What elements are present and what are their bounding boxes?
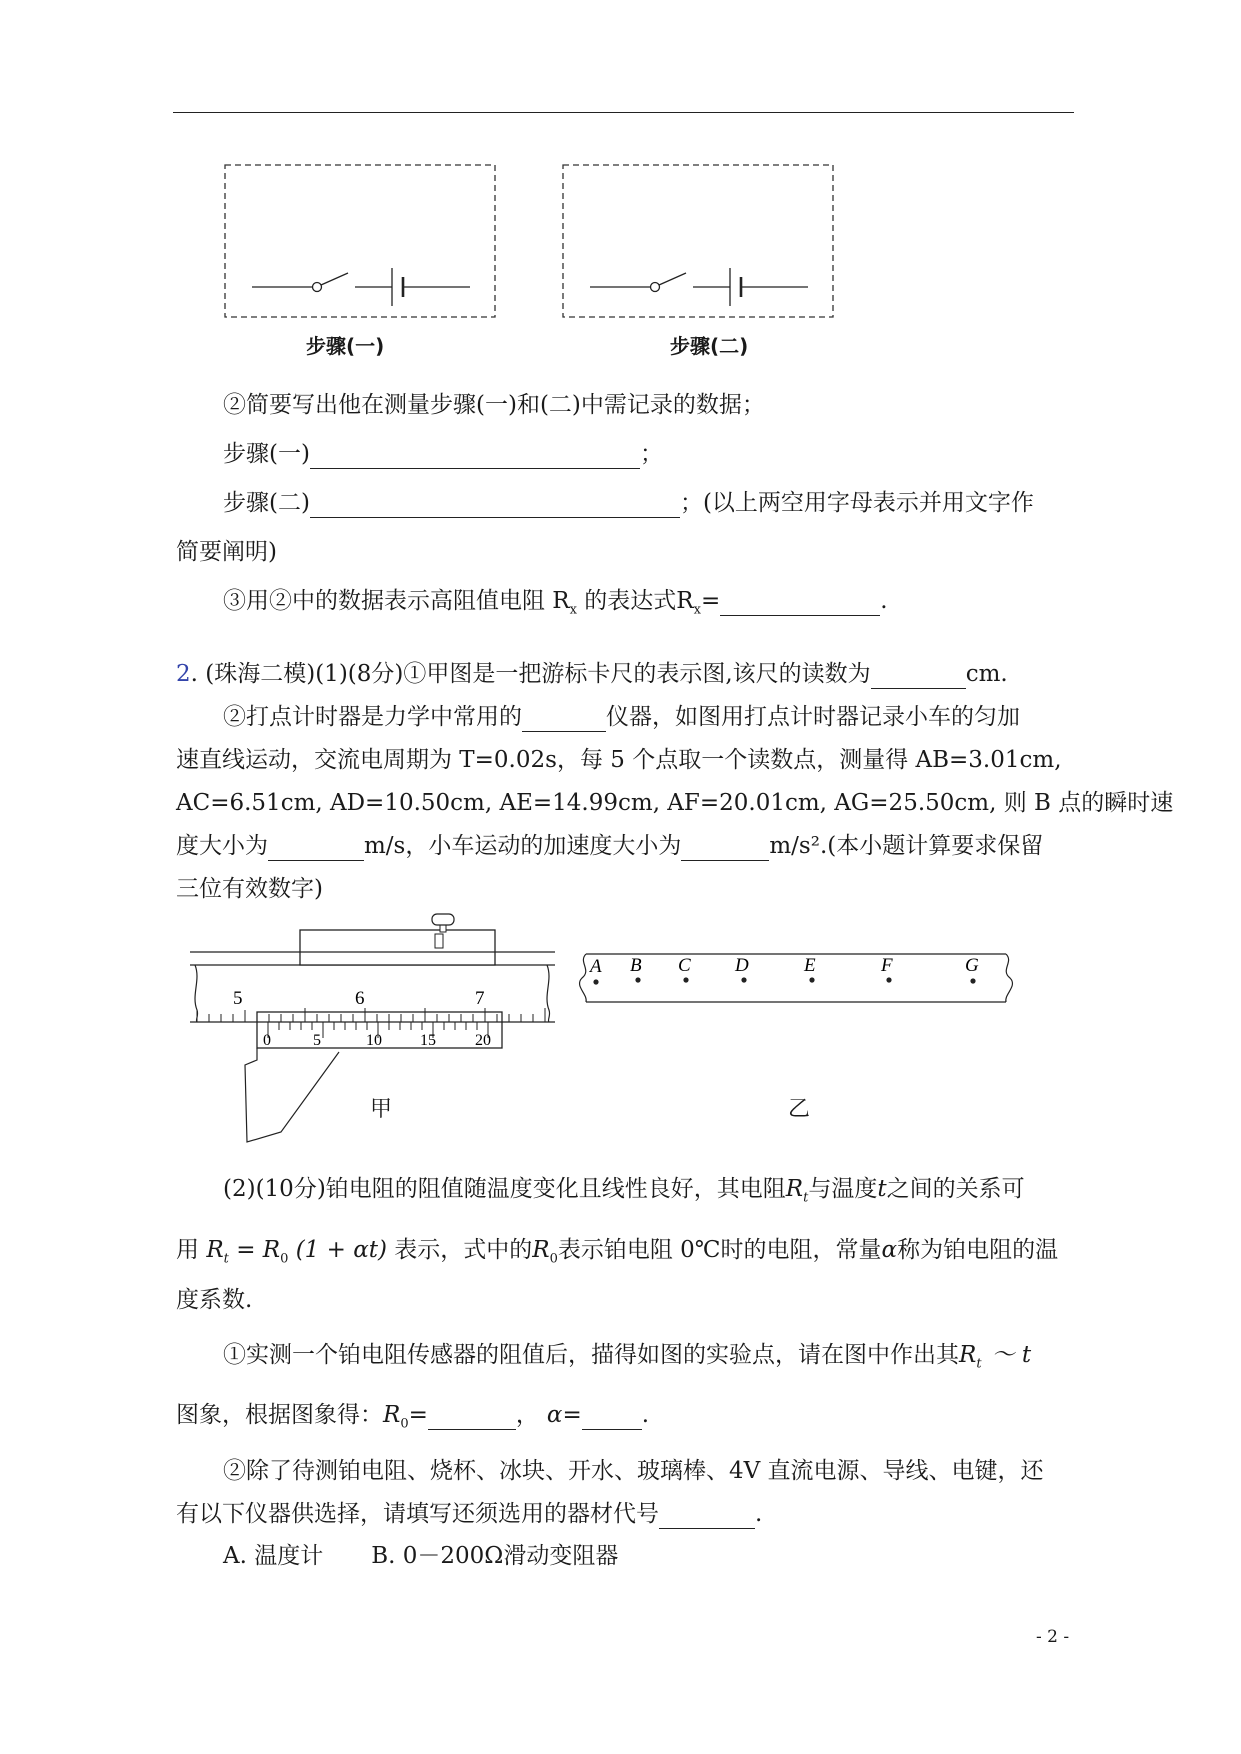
q1-line3-end: .	[880, 588, 888, 614]
part2-r0-blank	[428, 1401, 516, 1430]
part2-line5-comma: ，	[515, 1402, 539, 1428]
q1-step2-label: 步骤(二)	[223, 490, 310, 516]
part2-line8	[223, 1542, 618, 1570]
q2-line6: 三位有效数字)	[176, 876, 323, 902]
q1-rx-blank	[720, 587, 880, 616]
q1-line3-sub2: x	[693, 602, 701, 618]
q1-step2-line	[223, 489, 1034, 518]
tape-point-b: B	[630, 955, 642, 976]
q1-line3-eq: =	[700, 588, 721, 614]
q2-line1-text: . (珠海二模)(1)(8分)①甲图是一把游标卡尺的表示图,该尺的读数为	[190, 661, 871, 687]
part2-line5-end: .	[641, 1402, 650, 1428]
q1-step1-line	[223, 440, 663, 469]
vernier-label-10: 10	[366, 1032, 382, 1049]
q2-line2-text: ②打点计时器是力学中常用的	[223, 704, 522, 730]
q1-step1-end: ；	[639, 441, 663, 467]
q1-step2-blank	[310, 489, 680, 518]
vernier-label-0: 0	[263, 1032, 271, 1049]
part2-line2-text-c: 表示铂电阻 0℃时的电阻，常量	[557, 1237, 882, 1263]
vernier-label-15: 15	[420, 1032, 436, 1049]
part2-line5-text: 图象，根据图象得：	[176, 1402, 383, 1428]
q1-line3-sub: x	[569, 602, 577, 618]
part2-line2-text: 用	[176, 1237, 199, 1263]
q2-line3: 速直线运动，交流电周期为 T=0.02s，每 5 个点取一个读数点，测量得 AB=3.01cm,	[176, 747, 1062, 773]
tape-point-a: A	[590, 956, 602, 977]
part2-line5	[176, 1401, 649, 1439]
part2-line5-eq2: =	[562, 1402, 582, 1428]
q2-velocity-blank	[268, 832, 364, 861]
part2-alpha-blank	[582, 1401, 642, 1430]
tape-point-e: E	[804, 955, 816, 976]
part2-line3: 度系数.	[176, 1287, 253, 1313]
tape-point-d: D	[735, 955, 749, 976]
paper-tape-figure	[566, 942, 1016, 1012]
part2-r0-symbol: R	[532, 1237, 550, 1263]
q1-line2: ②简要写出他在测量步骤(一)和(二)中需记录的数据；	[223, 392, 765, 418]
part2-line1	[223, 1175, 1025, 1213]
q2-number: 2	[176, 661, 191, 687]
q2-line2	[223, 703, 1020, 732]
part2-line5-r0sub: 0	[400, 1416, 409, 1432]
part2-line1-text-c: 之间的关系可	[886, 1176, 1025, 1202]
tape-caption: 乙	[788, 1097, 811, 1122]
header-rule	[173, 112, 1074, 113]
part2-line7-end: .	[755, 1501, 763, 1527]
q1-step1-label: 步骤(一)	[223, 441, 310, 467]
part2-equipment-blank	[659, 1500, 755, 1529]
part2-line4-text: ①实测一个铂电阻传感器的阻值后，描得如图的实验点，请在图中作出其	[223, 1342, 959, 1368]
tape-point-g: G	[965, 955, 979, 976]
q2-line5-text-b: m/s，小车运动的加速度大小为	[364, 833, 682, 859]
main-scale-label-7: 7	[475, 988, 485, 1009]
q2-line5	[176, 832, 1043, 861]
part2-line4-r: R	[959, 1342, 977, 1368]
part2-line5-r0: R	[383, 1402, 401, 1428]
q2-line1	[176, 660, 1008, 689]
vernier-label-5: 5	[313, 1032, 321, 1049]
circuit-box-2	[563, 165, 833, 317]
q1-line3	[223, 587, 888, 625]
circuit-caption-2: 步骤(二)	[670, 334, 749, 358]
tape-dots	[593, 977, 975, 984]
circuit-box-1	[225, 165, 495, 317]
circuit-caption-1: 步骤(一)	[306, 334, 385, 358]
q2-line4: AC=6.51cm, AD=10.50cm, AE=14.99cm, AF=20.01cm, AG=25.50cm, 则 B 点的瞬时速	[176, 790, 1174, 816]
q2-line5-text: 度大小为	[176, 833, 268, 859]
part2-rt-sub: t	[803, 1190, 809, 1206]
q1-step1-blank	[310, 440, 640, 469]
part2-line2-text-d: 称为铂电阻的温	[897, 1237, 1059, 1263]
part2-line2-text-b: 表示，式中的	[394, 1237, 533, 1263]
part2-t-symbol: t	[877, 1176, 887, 1202]
vernier-label-20: 20	[475, 1032, 491, 1049]
part2-alpha-symbol: α	[881, 1237, 898, 1263]
main-scale-label-6: 6	[355, 988, 365, 1009]
part2-formula-eq: = R	[236, 1237, 281, 1263]
caliper-caption: 甲	[370, 1097, 393, 1122]
tape-point-f: F	[881, 955, 893, 976]
tape-point-c: C	[678, 955, 691, 976]
q1-step2-note: (以上两空用字母表示并用文字作	[702, 490, 1034, 516]
option-b: B. 0－200Ω滑动变阻器	[371, 1543, 619, 1569]
main-scale-label-5: 5	[233, 988, 243, 1009]
q2-line2-text-b: 仪器，如图用打点计时器记录小车的匀加	[606, 704, 1020, 730]
part2-rt-symbol: R	[785, 1176, 804, 1202]
q2-line1-unit: cm.	[965, 661, 1008, 687]
option-a: A. 温度计	[223, 1543, 324, 1569]
main-scale-ticks	[197, 1008, 545, 1022]
part2-line4	[223, 1341, 1031, 1379]
part2-line5-eq: =	[408, 1402, 428, 1428]
part2-line7	[176, 1500, 762, 1529]
page-number: - 2 -	[1036, 1627, 1070, 1647]
part2-line6: ②除了待测铂电阻、烧杯、冰块、开水、玻璃棒、4V 直流电源、导线、电键，还	[223, 1458, 1044, 1484]
part2-line1-text-b: 与温度	[808, 1176, 878, 1202]
part2-line1-text: (2)(10分)铂电阻的阻值随温度变化且线性良好，其电阻	[223, 1176, 786, 1202]
q1-line3-text-b: 的表达式R	[576, 588, 694, 614]
q1-step2-end: ；	[679, 490, 703, 516]
q2-caliper-blank	[871, 660, 966, 689]
q2-accel-blank	[681, 832, 769, 861]
q1-line3-text: ③用②中的数据表示高阻值电阻 R	[223, 588, 570, 614]
part2-line7-text: 有以下仪器供选择，请填写还须选用的器材代号	[176, 1501, 659, 1527]
part2-formula-mid: (1 + αt)	[295, 1237, 387, 1263]
part2-formula-t: t	[223, 1251, 229, 1267]
q2-line5-text-c: m/s².(本小题计算要求保留	[769, 833, 1044, 859]
part2-r0-sub: 0	[549, 1251, 558, 1267]
circuit-diagrams	[220, 160, 840, 325]
part2-line4-t: ～ t	[991, 1342, 1032, 1368]
part2-line2	[176, 1236, 1058, 1274]
part2-line4-rsub: t	[976, 1356, 982, 1372]
part2-formula-r: R	[206, 1237, 224, 1263]
part2-formula-sub0: 0	[280, 1251, 289, 1267]
q1-step2-note-cont: 简要阐明)	[176, 539, 277, 565]
part2-line5-alpha: α	[546, 1402, 563, 1428]
q2-timer-blank	[522, 703, 606, 732]
